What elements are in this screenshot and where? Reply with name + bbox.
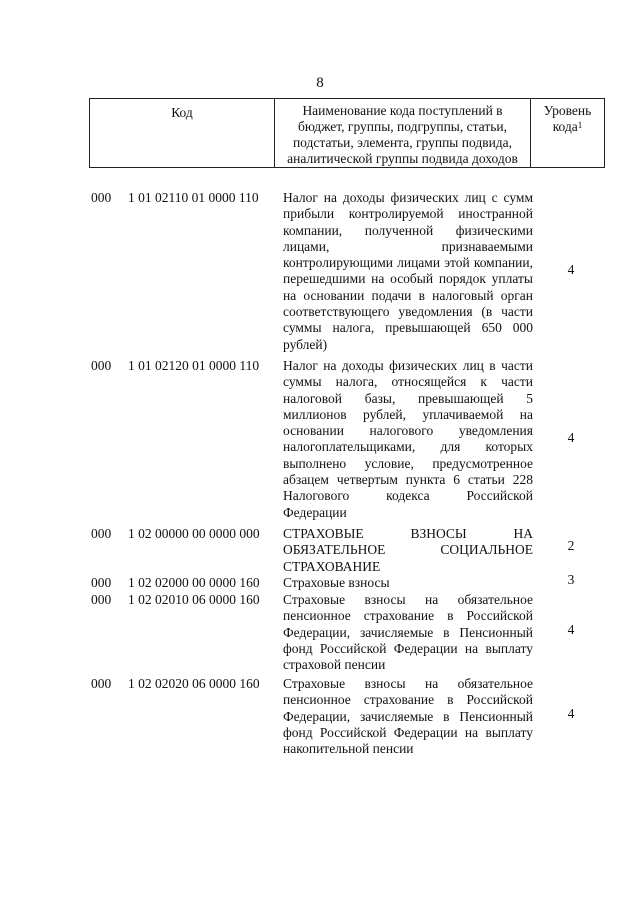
header-name <box>275 99 531 167</box>
revenue-code: 1 01 02110 01 0000 110 <box>128 190 259 205</box>
header-level <box>531 99 604 167</box>
code-level: 4 <box>567 706 575 721</box>
admin-code: 000 <box>91 676 112 691</box>
revenue-code: 1 02 02010 06 0000 160 <box>128 592 260 607</box>
revenue-name: Страховые взносы на обязательное пенсионное страхование в Российской Федерации, зачисляемые в Пенсионный фонд Российской Федерации на выплату накопительной пенсии <box>283 676 533 757</box>
admin-code: 000 <box>91 358 112 373</box>
header-name-line: Наименование кода поступлений в <box>302 103 503 118</box>
code-level: 4 <box>567 262 575 277</box>
revenue-name: Налог на доходы физических лиц с сумм прибыли контролируемой иностранной компании, полученной физическими лицами, признаваемыми контролирующими лицами этой компании, перешедшими на особый порядок уплаты на основании подачи в налоговый орган соответствующего уведомления (в части суммы налога, превышающей 650 000 рублей) <box>283 190 533 352</box>
header-name-line: бюджет, группы, подгруппы, статьи, <box>298 119 507 134</box>
header-level-line <box>531 119 604 135</box>
header-level-line: Уровень <box>543 103 592 118</box>
revenue-code: 1 02 00000 00 0000 000 <box>128 526 260 541</box>
admin-code: 000 <box>91 190 112 205</box>
revenue-name: СТРАХОВЫЕ ВЗНОСЫ НА ОБЯЗАТЕЛЬНОЕ СОЦИАЛЬНОЕ СТРАХОВАНИЕ <box>283 526 533 574</box>
header-name-line: подстатьи, элемента, группы подвида, <box>292 135 513 150</box>
footnote-marker: 1 <box>577 120 583 130</box>
revenue-code: 1 01 02120 01 0000 110 <box>128 358 260 373</box>
revenue-name: Налог на доходы физических лиц в части суммы налога, относящейся к части налоговой базы, превышающей 5 миллионов рублей, уплачиваемой на основании налогового уведомления налогоплательщиками, для которых выполнено условие, предусмотренное абзацем четвертым пункта 6 статьи 228 Налогового кодекса Российской Федерации <box>283 358 533 520</box>
revenue-name: Страховые взносы <box>283 575 390 590</box>
admin-code: 000 <box>91 592 112 607</box>
table-header <box>89 98 605 168</box>
revenue-name: Страховые взносы на обязательное пенсионное страхование в Российской Федерации, зачисляемые в Пенсионный фонд Российской Федерации на выплату страховой пенсии <box>283 592 533 673</box>
admin-code: 000 <box>91 575 112 590</box>
admin-code: 000 <box>91 526 112 541</box>
header-level-label: кода <box>552 119 578 134</box>
code-level: 2 <box>567 538 575 553</box>
code-level: 4 <box>567 430 575 445</box>
page-number: 8 <box>316 75 324 91</box>
revenue-code: 1 02 02020 06 0000 160 <box>128 676 260 691</box>
header-name-line: аналитической группы подвида доходов <box>287 151 518 166</box>
code-level: 3 <box>567 572 575 587</box>
revenue-code: 1 02 02000 00 0000 160 <box>128 575 260 590</box>
code-level: 4 <box>567 622 575 637</box>
header-code: Код <box>90 99 275 167</box>
